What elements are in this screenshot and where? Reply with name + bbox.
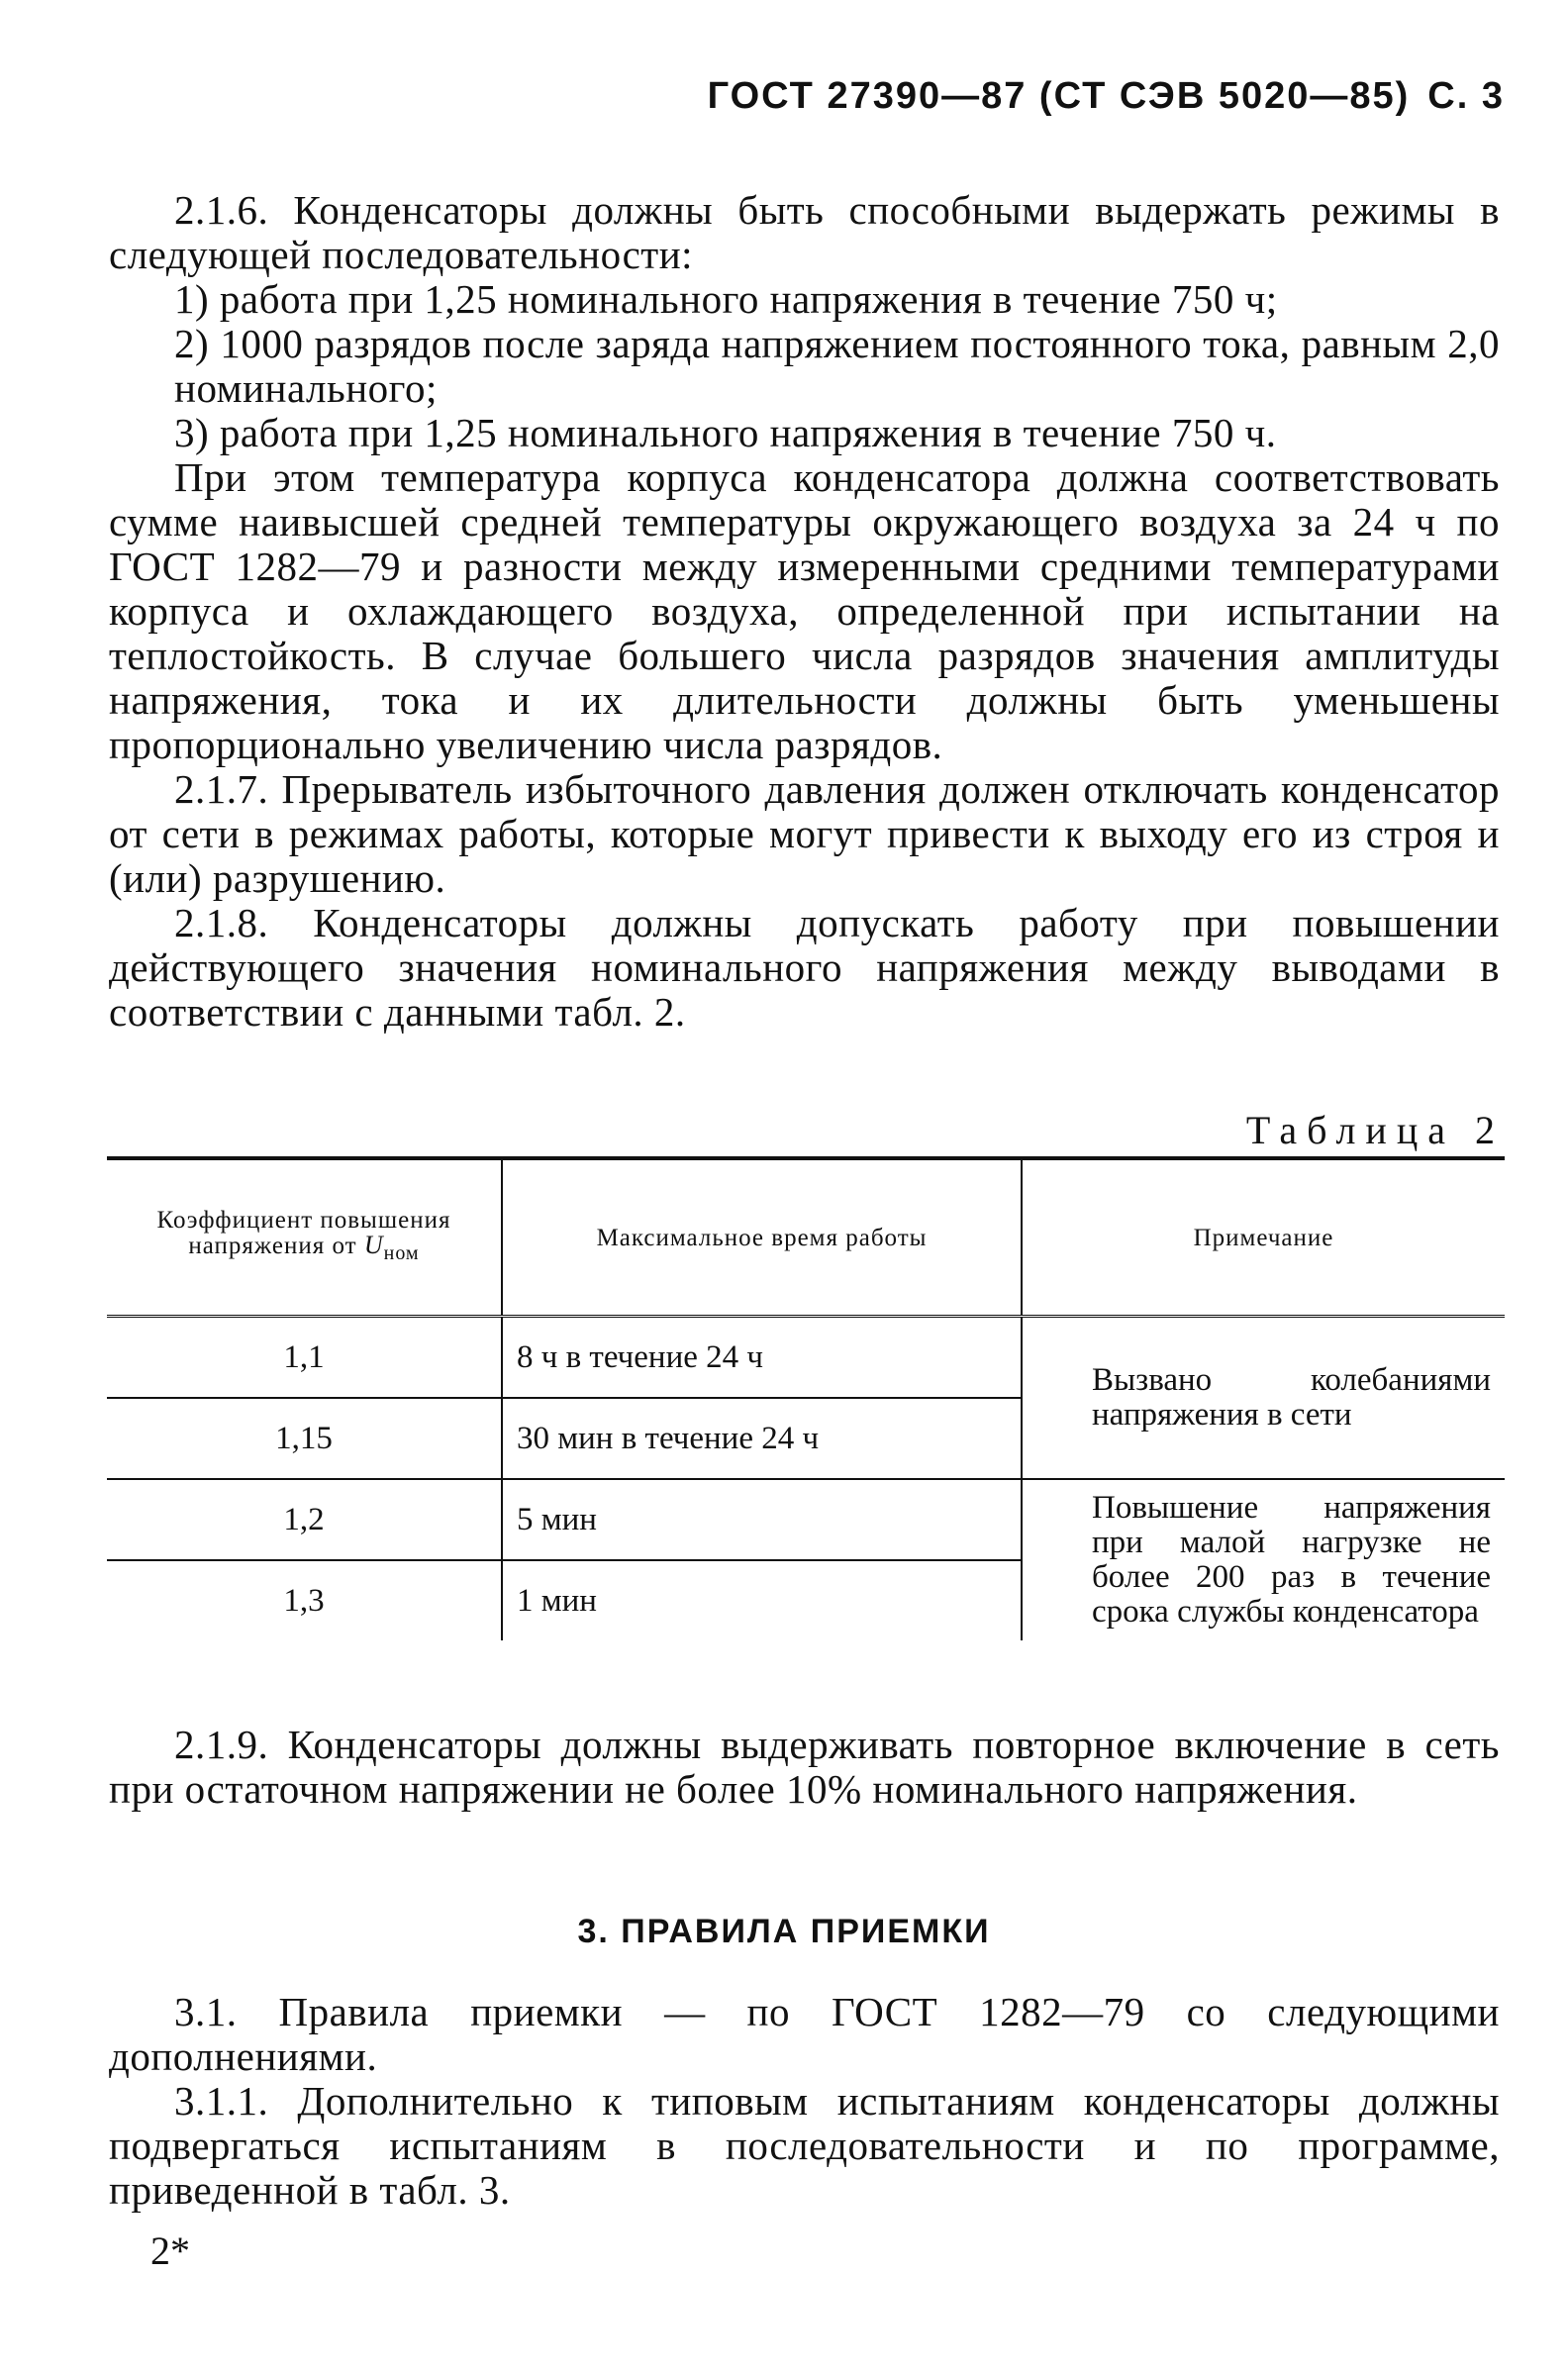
- column-header-coefficient: Коэффициент повышения напряжения от $U_{ном}$: [156, 1207, 451, 1265]
- table-2: [107, 1156, 1505, 1640]
- column-header-max-time: Максимальное время работы: [502, 1158, 1022, 1317]
- clause-3-1: 3.1. Правила приемки — по ГОСТ 1282—79 со следующими дополнениями.: [109, 1989, 1500, 2079]
- sheet-mark: 2*: [150, 2228, 190, 2273]
- coefficient-cell: 1,3: [283, 1582, 325, 1619]
- list-item: 3) работа при 1,25 номинального напряжения в течение 750 ч.: [174, 410, 1277, 455]
- list-item: 1) работа при 1,25 номинального напряжения в течение 750 ч;: [174, 276, 1278, 322]
- clause-2-1-9-block: [109, 1723, 1500, 1812]
- column-header-note: Примечание: [1022, 1158, 1505, 1317]
- page-number: С. 3: [1427, 75, 1505, 117]
- u-nom-symbol: $U_{ном}$: [363, 1231, 420, 1265]
- clause-2-1-8: 2.1.8. Конденсаторы должны допускать работу при повышении действующего значения номинального напряжения между выводами в соответствии с данными табл. 2.: [109, 900, 1500, 1035]
- note-cell: Повышение напряжения при малой нагрузке не более 200 раз в течение срока службы конденсатора: [1022, 1479, 1505, 1640]
- clauses-2-1-6-to-2-1-8: [109, 188, 1500, 1035]
- clauses-3-1: [109, 1990, 1500, 2213]
- time-cell: 30 мин в течение 24 ч: [502, 1398, 1022, 1479]
- table-row: [107, 1479, 1505, 1560]
- page-header: [708, 75, 1505, 118]
- note-cell: Вызвано колебаниями напряжения в сети: [1022, 1317, 1505, 1480]
- coefficient-cell: 1,1: [107, 1317, 502, 1399]
- standard-designation: ГОСТ 27390—87 (СТ СЭВ 5020—85): [707, 75, 1411, 117]
- table-row: [107, 1317, 1505, 1399]
- clause-2-1-6: 2.1.6. Конденсаторы должны быть способными выдержать режимы в следующей последовательности:: [109, 187, 1500, 277]
- clause-2-1-9: 2.1.9. Конденсаторы должны выдерживать повторное включение в сеть при остаточном напряжении не более 10% номинального напряжения.: [109, 1722, 1500, 1812]
- list-item: 2) 1000 разрядов после заряда напряжением постоянного тока, равным 2,0 номинального;: [174, 321, 1500, 411]
- coefficient-cell: 1,2: [107, 1479, 502, 1560]
- clause-2-1-6-note: При этом температура корпуса конденсатора должна соответствовать сумме наивысшей средней температуры окружающего воздуха за 24 ч по ГОСТ 1282—79 и разности между измеренными средними температурами корпуса и охлаждающего воздуха, определенной при испытании на теплостойкость. В случае большего числа разрядов значения амплитуды напряжения, тока и их длительности должны быть уменьшены пропорционально увеличению числа разрядов.: [109, 454, 1500, 767]
- clause-2-1-7: 2.1.7. Прерыватель избыточного давления должен отключать конденсатор от сети в режимах работы, которые могут привести к выходу его из строя и (или) разрушению.: [109, 766, 1500, 901]
- time-cell: 5 мин: [502, 1479, 1022, 1560]
- time-cell: 8 ч в течение 24 ч: [502, 1317, 1022, 1399]
- section-title: 3. ПРАВИЛА ПРИЕМКИ: [577, 1913, 991, 1950]
- coefficient-cell: 1,15: [107, 1398, 502, 1479]
- table-caption: Таблица 2: [1245, 1108, 1505, 1152]
- clause-3-1-1: 3.1.1. Дополнительно к типовым испытаниям конденсаторы должны подвергаться испытаниям в последовательности и по программе, приведенной в табл. 3.: [109, 2078, 1500, 2213]
- time-cell: 1 мин: [502, 1560, 1022, 1640]
